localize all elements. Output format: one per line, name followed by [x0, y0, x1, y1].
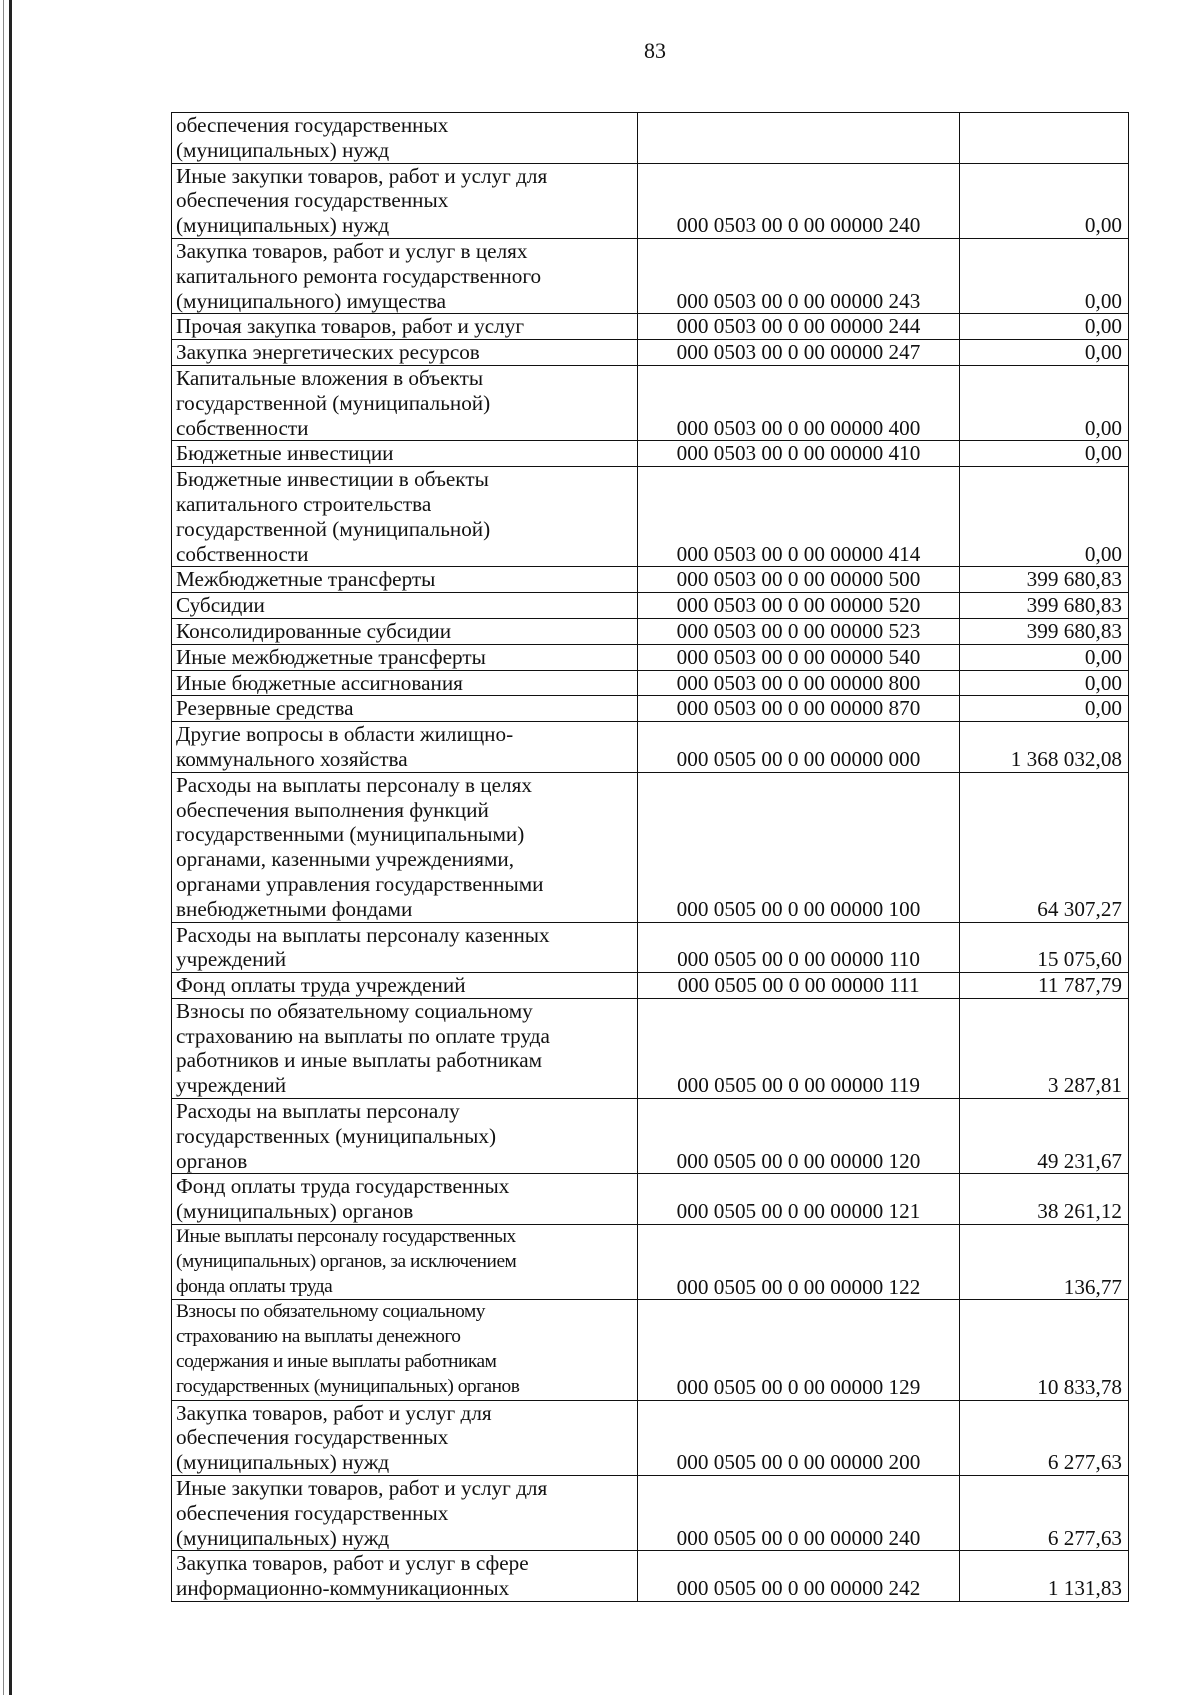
row-amount: 0,00	[960, 670, 1129, 696]
row-code: 000 0505 00 0 00 00000 242	[638, 1551, 960, 1602]
row-name: Иные закупки товаров, работ и услуг для обеспечения государственных (муниципальных) нужд	[172, 1476, 638, 1551]
row-code: 000 0503 00 0 00 00000 247	[638, 340, 960, 366]
row-amount: 0,00	[960, 467, 1129, 567]
row-code: 000 0505 00 0 00 00000 122	[638, 1225, 960, 1300]
row-code: 000 0503 00 0 00 00000 414	[638, 467, 960, 567]
row-name: Расходы на выплаты персоналу в целях обеспечения выполнения функций государственными (муниципальными) органами, казенными учреждениями, органами управления государственными внебюджетными фондами	[172, 772, 638, 922]
table-row	[172, 1225, 1129, 1300]
row-name: Бюджетные инвестиции	[172, 441, 638, 467]
table-row	[172, 593, 1129, 619]
table-row	[172, 696, 1129, 722]
table-row	[172, 1476, 1129, 1551]
row-name: Иные закупки товаров, работ и услуг для обеспечения государственных (муниципальных) нужд	[172, 163, 638, 238]
row-amount: 6 277,63	[960, 1476, 1129, 1551]
table-row	[172, 567, 1129, 593]
row-code: 000 0503 00 0 00 00000 243	[638, 238, 960, 313]
row-name: Фонд оплаты труда государственных (муниципальных) органов	[172, 1174, 638, 1225]
scan-edge-line	[9, 0, 12, 1695]
row-code: 000 0503 00 0 00 00000 500	[638, 567, 960, 593]
table-row	[172, 238, 1129, 313]
table-row	[172, 314, 1129, 340]
page-number: 83	[644, 38, 666, 63]
row-amount: 1 368 032,08	[960, 722, 1129, 773]
row-name: Резервные средства	[172, 696, 638, 722]
row-code: 000 0505 00 0 00 00000 240	[638, 1476, 960, 1551]
row-amount: 0,00	[960, 238, 1129, 313]
row-amount: 6 277,63	[960, 1400, 1129, 1475]
row-code: 000 0503 00 0 00 00000 540	[638, 644, 960, 670]
row-name: Закупка товаров, работ и услуг в сфере информационно-коммуникационных	[172, 1551, 638, 1602]
row-name: Расходы на выплаты персоналу государственных (муниципальных) органов	[172, 1099, 638, 1174]
table-row	[172, 441, 1129, 467]
row-amount: 0,00	[960, 441, 1129, 467]
row-amount: 15 075,60	[960, 922, 1129, 973]
row-amount: 0,00	[960, 644, 1129, 670]
row-amount: 399 680,83	[960, 618, 1129, 644]
row-amount: 0,00	[960, 340, 1129, 366]
row-amount: 0,00	[960, 314, 1129, 340]
row-amount: 49 231,67	[960, 1099, 1129, 1174]
table-row	[172, 618, 1129, 644]
row-name: Другие вопросы в области жилищно- коммунального хозяйства	[172, 722, 638, 773]
row-code: 000 0503 00 0 00 00000 800	[638, 670, 960, 696]
row-code: 000 0505 00 0 00 00000 200	[638, 1400, 960, 1475]
table-row	[172, 163, 1129, 238]
row-amount: 10 833,78	[960, 1300, 1129, 1400]
row-amount: 399 680,83	[960, 593, 1129, 619]
row-amount: 3 287,81	[960, 998, 1129, 1098]
row-name: Закупка товаров, работ и услуг для обеспечения государственных (муниципальных) нужд	[172, 1400, 638, 1475]
table-row	[172, 670, 1129, 696]
row-code: 000 0503 00 0 00 00000 870	[638, 696, 960, 722]
table-row	[172, 1099, 1129, 1174]
budget-table	[171, 112, 1129, 1602]
row-amount: 399 680,83	[960, 567, 1129, 593]
row-name: Иные межбюджетные трансферты	[172, 644, 638, 670]
table-row	[172, 922, 1129, 973]
row-amount: 0,00	[960, 163, 1129, 238]
row-name: Бюджетные инвестиции в объекты капитального строительства государственной (муниципальной) собственности	[172, 467, 638, 567]
row-code: 000 0505 00 0 00 00000 119	[638, 998, 960, 1098]
table-row	[172, 998, 1129, 1098]
row-code: 000 0505 00 0 00 00000 100	[638, 772, 960, 922]
table-row	[172, 722, 1129, 773]
table-row	[172, 365, 1129, 440]
row-amount: 64 307,27	[960, 772, 1129, 922]
row-name: Расходы на выплаты персоналу казенных учреждений	[172, 922, 638, 973]
row-code: 000 0503 00 0 00 00000 410	[638, 441, 960, 467]
table-row	[172, 1551, 1129, 1602]
table-row	[172, 340, 1129, 366]
row-name: Иные выплаты персоналу государственных (муниципальных) органов, за исключением фонда оплаты труда	[172, 1225, 638, 1300]
row-code: 000 0505 00 0 00 00000 111	[638, 973, 960, 999]
table-row	[172, 644, 1129, 670]
row-code	[638, 113, 960, 164]
row-code: 000 0503 00 0 00 00000 523	[638, 618, 960, 644]
table-row	[172, 1174, 1129, 1225]
row-name: Фонд оплаты труда учреждений	[172, 973, 638, 999]
row-code: 000 0505 00 0 00 00000 129	[638, 1300, 960, 1400]
row-amount	[960, 113, 1129, 164]
row-name: Иные бюджетные ассигнования	[172, 670, 638, 696]
table-row	[172, 772, 1129, 922]
scan-shadow-line	[3, 0, 4, 1695]
row-name: Закупка энергетических ресурсов	[172, 340, 638, 366]
table-row	[172, 973, 1129, 999]
row-code: 000 0505 00 0 00 00000 110	[638, 922, 960, 973]
table-row	[172, 1400, 1129, 1475]
row-code: 000 0503 00 0 00 00000 520	[638, 593, 960, 619]
row-amount: 0,00	[960, 696, 1129, 722]
row-code: 000 0503 00 0 00 00000 240	[638, 163, 960, 238]
row-name: Субсидии	[172, 593, 638, 619]
table-row	[172, 1300, 1129, 1400]
row-code: 000 0505 00 0 00 00000 120	[638, 1099, 960, 1174]
row-amount: 0,00	[960, 365, 1129, 440]
row-name: Межбюджетные трансферты	[172, 567, 638, 593]
row-code: 000 0503 00 0 00 00000 244	[638, 314, 960, 340]
table-row	[172, 467, 1129, 567]
row-code: 000 0505 00 0 00 00000 000	[638, 722, 960, 773]
row-code: 000 0505 00 0 00 00000 121	[638, 1174, 960, 1225]
row-name: Взносы по обязательному социальному страхованию на выплаты по оплате труда работников и иные выплаты работникам учреждений	[172, 998, 638, 1098]
row-amount: 11 787,79	[960, 973, 1129, 999]
row-amount: 136,77	[960, 1225, 1129, 1300]
row-name: Взносы по обязательному социальному страхованию на выплаты денежного содержания и иные выплаты работникам государственных (муниципальных) органов	[172, 1300, 638, 1400]
row-name: Консолидированные субсидии	[172, 618, 638, 644]
row-name: Закупка товаров, работ и услуг в целях капитального ремонта государственного (муниципального) имущества	[172, 238, 638, 313]
row-code: 000 0503 00 0 00 00000 400	[638, 365, 960, 440]
row-name: обеспечения государственных (муниципальных) нужд	[172, 113, 638, 164]
table-row	[172, 113, 1129, 164]
row-amount: 38 261,12	[960, 1174, 1129, 1225]
row-name: Прочая закупка товаров, работ и услуг	[172, 314, 638, 340]
row-amount: 1 131,83	[960, 1551, 1129, 1602]
row-name: Капитальные вложения в объекты государственной (муниципальной) собственности	[172, 365, 638, 440]
